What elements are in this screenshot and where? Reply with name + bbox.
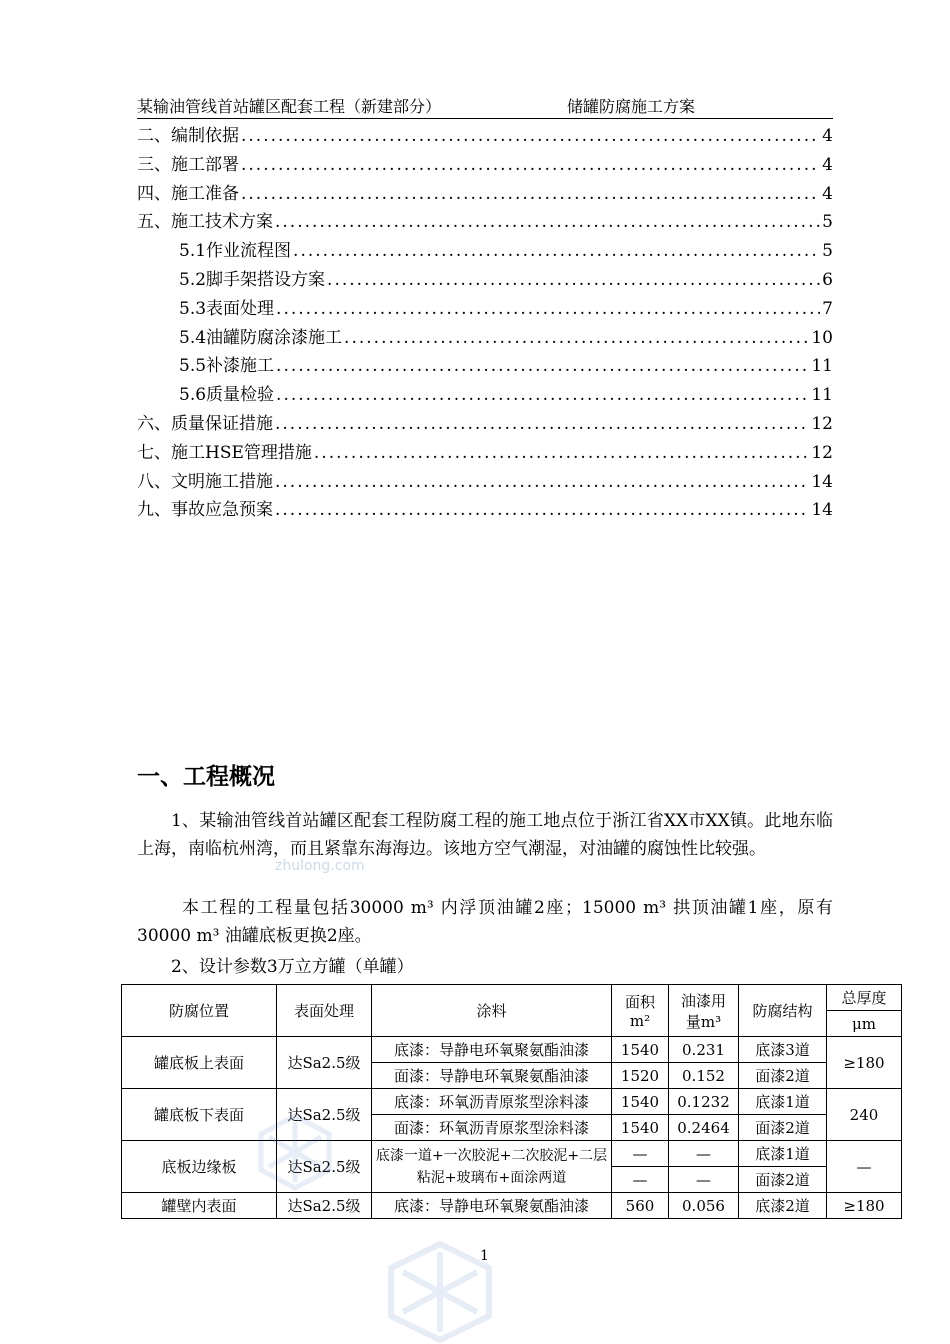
cell-position: 底板边缘板 [122,1141,277,1193]
toc-leader-dots [344,324,809,353]
toc-entry[interactable] [137,180,833,209]
toc-leader-dots [241,180,820,209]
toc-entry-title: 5.5补漆施工 [179,356,275,377]
cell-coating: 底漆一道+一次胶泥+二次胶泥+二层粘泥+玻璃布+面涂两道 [372,1141,612,1193]
toc-leader-dots [275,496,809,525]
toc-leader-dots [293,237,820,266]
cell-coating: 面漆：导静电环氧聚氨酯油漆 [372,1063,612,1089]
cell-paint: — [669,1167,739,1193]
toc-entry[interactable] [137,468,833,497]
toc-entry[interactable] [137,295,833,324]
toc-entry-title: 二、编制依据 [137,126,239,146]
cell-structure: 面漆2道 [739,1063,827,1089]
cell-surface: 达Sa2.5级 [277,1193,372,1219]
cell-thickness: — [827,1141,902,1193]
cell-structure: 面漆2道 [739,1167,827,1193]
toc-entry[interactable] [137,208,833,237]
toc-entry[interactable] [137,324,833,353]
cell-structure: 底漆3道 [739,1037,827,1063]
cell-area: — [612,1167,669,1193]
overview-paragraph-1: 1、某输油管线首站罐区配套工程防腐工程的施工地点位于浙江省XX市XX镇。此地东临上海，南临杭州湾，而且紧靠东海海边。该地方空气潮湿，对油罐的腐蚀性比较强。 [137,811,833,859]
cell-paint: 0.152 [669,1063,739,1089]
toc-entry-title: 五、施工技术方案 [137,212,273,233]
cell-position: 罐底板下表面 [122,1089,277,1141]
cell-area: 1540 [612,1115,669,1141]
header-paint-line1: 油漆用 [680,991,726,1010]
cell-coating: 底漆：环氧沥青原浆型涂料漆 [372,1089,612,1115]
header-paint-line2: 量m³ [685,1012,722,1031]
toc-entry-page: 5 [822,241,833,262]
table-row [122,1193,902,1219]
toc-entry-title: 六、质量保证措施 [137,413,273,434]
toc-leader-dots [275,468,809,497]
cell-structure: 面漆2道 [739,1115,827,1141]
toc-entry-page: 12 [811,442,833,463]
toc-entry-title: 七、施工HSE管理措施 [137,442,312,463]
toc-entry[interactable] [137,410,833,439]
cell-structure: 底漆1道 [739,1141,827,1167]
cell-area: 1520 [612,1063,669,1089]
toc-entry[interactable] [137,381,833,410]
header-thickness: 总厚度 [827,985,902,1011]
toc-entry-page: 7 [822,298,833,319]
toc-entry-page: 11 [811,356,833,377]
toc-entry-title: 5.3表面处理 [179,298,275,319]
toc-entry-title: 三、施工部署 [137,154,239,175]
toc-entry-title: 5.6质量检验 [179,385,275,406]
cell-surface: 达Sa2.5级 [277,1037,372,1089]
header-document-title: 储罐防腐施工方案 [567,97,696,116]
toc-entry-page: 12 [811,413,833,434]
header-area-line1: 面积 [624,993,655,1011]
page-header [137,92,833,119]
toc-leader-dots [275,208,820,237]
toc-leader-dots [276,381,809,410]
toc-entry-page: 14 [811,471,833,492]
design-parameters-caption: 2、设计参数3万立方罐（单罐） [171,957,414,977]
header-project-title: 某输油管线首站罐区配套工程（新建部分） [137,97,442,116]
header-coating: 涂料 [372,985,612,1037]
toc-entry-title: 四、施工准备 [137,183,239,204]
toc-leader-dots [276,352,809,381]
cell-position: 罐壁内表面 [122,1193,277,1219]
toc-entry-title: 5.2脚手架搭设方案 [179,269,326,290]
toc-leader-dots [241,151,820,180]
toc-leader-dots [241,122,820,151]
watermark-text: zhulong.com [275,858,365,874]
table-of-contents [137,122,833,525]
table-header-row [122,985,902,1011]
cell-paint: — [669,1141,739,1167]
toc-leader-dots [314,439,809,468]
toc-entry-title: 5.1作业流程图 [179,241,292,262]
header-area-line2: m² [629,1012,651,1030]
overview-paragraph-2: 本工程的工程量包括30000 m³ 内浮顶油罐2座；15000 m³ 拱顶油罐1座，原有30000 m³ 油罐底板更换2座。 [137,898,833,946]
cell-structure: 底漆2道 [739,1193,827,1219]
cell-coating: 底漆：导静电环氧聚氨酯油漆 [372,1037,612,1063]
table-row [122,1037,902,1063]
toc-entry-page: 6 [822,269,833,290]
snowflake-watermark-icon [255,1112,335,1192]
toc-entry[interactable] [137,439,833,468]
cell-surface: 达Sa2.5级 [277,1141,372,1193]
header-surface: 表面处理 [277,985,372,1037]
cell-coating: 底漆：导静电环氧聚氨酯油漆 [372,1193,612,1219]
cell-structure: 底漆1道 [739,1089,827,1115]
toc-entry-page: 4 [822,126,833,146]
toc-entry-page: 4 [822,183,833,204]
toc-entry-title: 八、文明施工措施 [137,471,273,492]
toc-entry-page: 4 [822,154,833,175]
toc-leader-dots [275,410,809,439]
cell-thickness: ≥180 [827,1037,902,1089]
table-row [122,1089,902,1115]
page-number: 1 [480,1248,489,1264]
cell-thickness: ≥180 [827,1193,902,1219]
toc-entry[interactable] [137,266,833,295]
cell-paint: 0.1232 [669,1089,739,1115]
toc-entry-page: 5 [822,212,833,233]
table-row [122,1141,902,1167]
snowflake-watermark-icon [385,1240,495,1344]
cell-paint: 0.056 [669,1193,739,1219]
cell-surface: 达Sa2.5级 [277,1089,372,1141]
toc-entry-page: 10 [811,327,833,348]
cell-area: — [612,1141,669,1167]
cell-thickness: 240 [827,1089,902,1141]
toc-entry[interactable] [137,496,833,525]
header-area [612,985,669,1037]
cell-area: 1540 [612,1037,669,1063]
cell-paint: 0.231 [669,1037,739,1063]
toc-leader-dots [327,266,820,295]
cell-area: 1540 [612,1089,669,1115]
header-paint [669,985,739,1037]
cell-area: 560 [612,1193,669,1219]
toc-entry[interactable] [137,151,833,180]
header-position: 防腐位置 [122,985,277,1037]
design-parameters-table [121,984,902,1219]
cell-paint: 0.2464 [669,1115,739,1141]
toc-entry-title: 5.4油罐防腐涂漆施工 [179,327,343,348]
toc-entry[interactable] [137,122,833,151]
cell-position: 罐底板上表面 [122,1037,277,1089]
header-structure: 防腐结构 [739,985,827,1037]
header-thickness-unit: μm [827,1011,902,1037]
toc-entry[interactable] [137,237,833,266]
section-title: 一、工程概况 [137,764,275,790]
cell-coating: 面漆：环氧沥青原浆型涂料漆 [372,1115,612,1141]
toc-entry-page: 14 [811,500,833,521]
toc-leader-dots [276,295,820,324]
toc-entry-page: 11 [811,385,833,406]
toc-entry[interactable] [137,352,833,381]
toc-entry-title: 九、事故应急预案 [137,500,273,521]
